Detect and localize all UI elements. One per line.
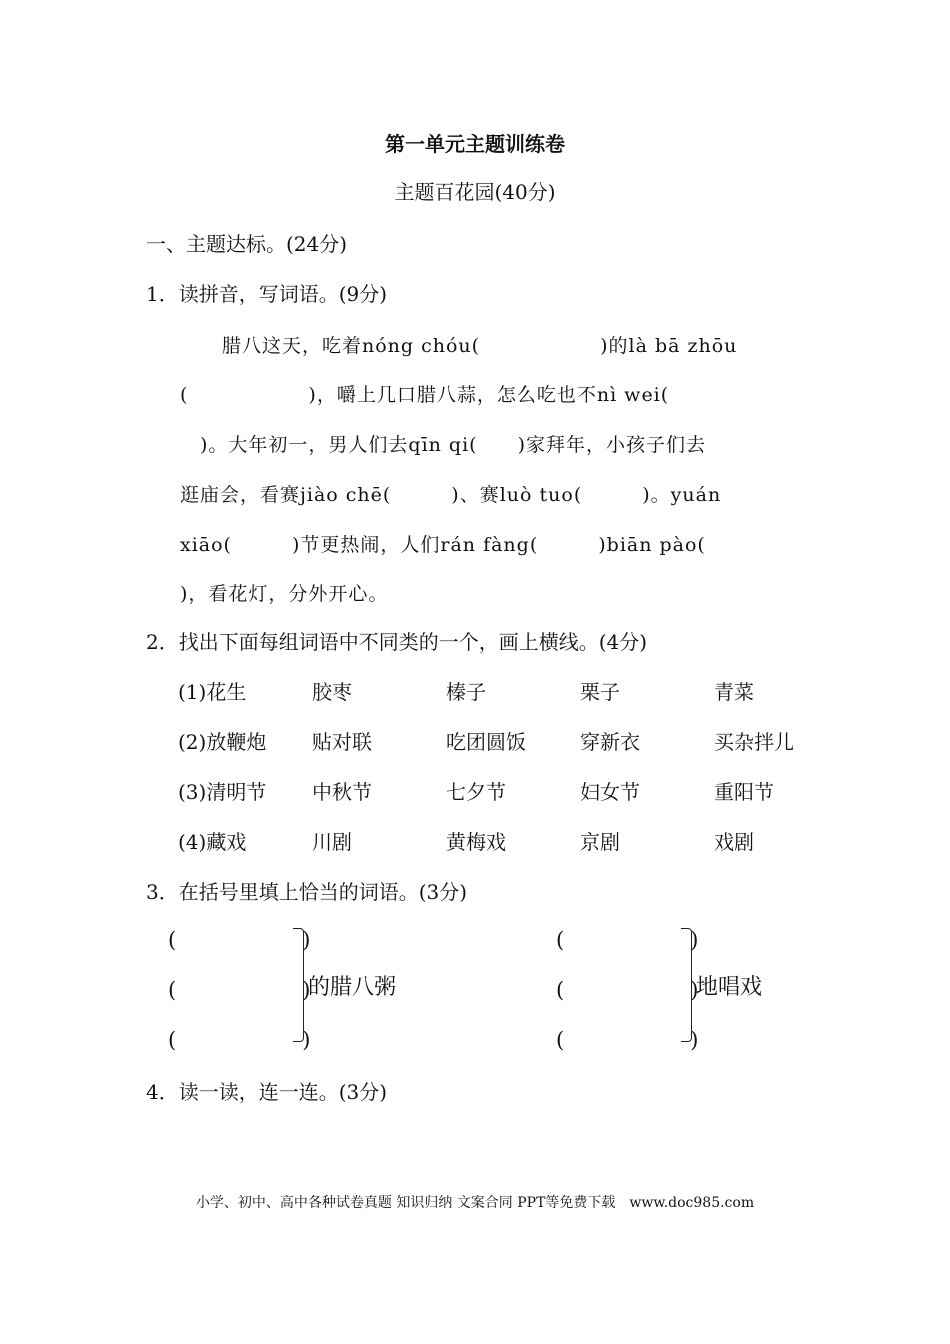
q2-word: 穿新衣 — [580, 730, 640, 754]
q2-word: 京剧 — [580, 830, 620, 854]
left-group-suffix: 的腊八粥 — [308, 975, 397, 1000]
q2-word: 川剧 — [312, 830, 352, 854]
answer-blank[interactable]: ( ) — [168, 1028, 311, 1052]
question-4-heading: 4．读一读，连一连。(3分) — [146, 1080, 388, 1104]
answer-blank[interactable]: ( ) — [556, 928, 699, 952]
brace-right-group — [681, 928, 692, 1042]
q2-word: 戏剧 — [714, 830, 754, 854]
q2-word: 七夕节 — [446, 780, 506, 804]
page-title: 第一单元主题训练卷 — [385, 132, 565, 156]
answer-blank[interactable]: ( ) — [168, 928, 311, 952]
brace-left-group — [293, 928, 304, 1042]
q1-line-2: ( )，嚼上几口腊八蒜，怎么吃也不nì wei( — [180, 384, 670, 406]
q2-word: 重阳节 — [714, 780, 774, 804]
q2-word: 青菜 — [714, 680, 754, 704]
q2-word: (2)放鞭炮 — [178, 730, 267, 754]
q2-word: (3)清明节 — [178, 780, 267, 804]
page-subtitle: 主题百花园(40分) — [394, 180, 556, 204]
q1-line-5: xiāo( )节更热闹，人们rán fàng( )biān pào( — [180, 534, 706, 556]
q2-word: (1)花生 — [178, 680, 247, 704]
section-heading: 一、主题达标。(24分) — [146, 232, 348, 256]
q2-word: 榛子 — [446, 680, 486, 704]
q2-word: (4)藏戏 — [178, 830, 247, 854]
q2-word: 买杂拌儿 — [714, 730, 794, 754]
question-1-heading: 1．读拼音，写词语。(9分) — [146, 282, 388, 306]
q2-word: 中秋节 — [312, 780, 372, 804]
answer-blank[interactable]: ( ) — [556, 978, 699, 1002]
question-3-heading: 3．在括号里填上恰当的词语。(3分) — [146, 880, 468, 904]
answer-blank[interactable]: ( ) — [168, 978, 311, 1002]
q1-line-6: )，看花灯，分外开心。 — [180, 583, 389, 605]
q2-word: 黄梅戏 — [446, 830, 506, 854]
q1-line-4: 逛庙会，看赛jiào chē( )、赛luò tuo( )。yuán — [180, 484, 722, 506]
q1-line-1: 腊八这天，吃着nóng chóu( )的là bā zhōu — [222, 335, 738, 357]
q2-word: 吃团圆饭 — [446, 730, 526, 754]
q2-word: 胶枣 — [312, 680, 352, 704]
q2-word: 妇女节 — [580, 780, 640, 804]
answer-blank[interactable]: ( ) — [556, 1028, 699, 1052]
page-footer: 小学、初中、高中各种试卷真题 知识归纳 文案合同 PPT等免费下载 www.doc985.com — [195, 1195, 755, 1211]
q2-word: 栗子 — [580, 680, 620, 704]
q2-word: 贴对联 — [312, 730, 372, 754]
q1-line-3: )。大年初一，男人们去qīn qi( )家拜年，小孩子们去 — [180, 434, 706, 456]
question-2-heading: 2．找出下面每组词语中不同类的一个，画上横线。(4分) — [146, 630, 648, 654]
right-group-suffix: 地唱戏 — [696, 975, 763, 1000]
